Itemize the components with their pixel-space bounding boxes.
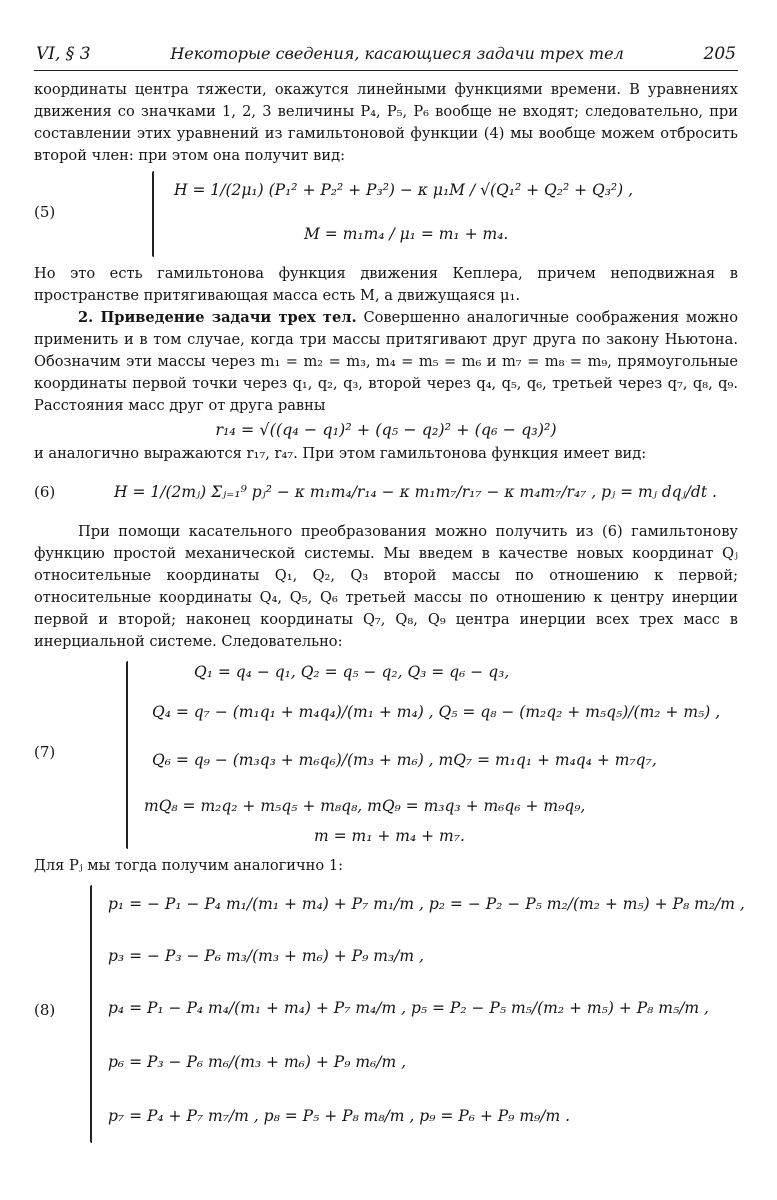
paragraph-3-text: Совершенно аналогичные соображения можно применить и в том случае, когда три массы притягивают друг друга по закону Ньютона. Обозначим эти массы через m₁ = m₂ = m₃, m₄ = m₅ = m₆ и m₇ = m₈ = m₉, прямоугольные координаты первой точки через q₁, q₂, q₃, второй через q₄, q₅, q₆, третьей через q₇, q₈, q₉. Расстояния масс друг от друга равны	[34, 309, 738, 414]
section-heading: 2. Приведение задачи трех тел.	[78, 309, 357, 326]
brace	[152, 171, 154, 257]
paragraph-2: Но это есть гамильтонова функция движения Кеплера, причем неподвижная в пространстве притягивающая масса есть M, а движущаяся μ₁.	[34, 265, 738, 304]
equation-8-line-1: p₁ = − P₁ − P₄ m₁/(m₁ + m₄) + P₇ m₁/m , p₂ = − P₂ − P₅ m₂/(m₂ + m₅) + P₈ m₂/m ,	[108, 895, 745, 913]
equation-number-5: (5)	[34, 203, 56, 221]
paragraph-6: Для Pⱼ мы тогда получим аналогично 1:	[34, 857, 344, 874]
page	[34, 44, 745, 1184]
equation-8	[34, 881, 745, 1149]
running-header	[34, 44, 738, 71]
equation-7-line-5: m = m₁ + m₄ + m₇.	[314, 827, 465, 845]
equation-5-line-2: M = m₁m₄ / μ₁ = m₁ + m₄.	[304, 225, 509, 243]
equation-distance: r₁₄ = √((q₄ − q₁)² + (q₅ − q₂)² + (q₆ − q₃)²)	[215, 420, 557, 439]
equation-number-8: (8)	[34, 1001, 56, 1019]
equation-6-line-1: H = 1/(2mⱼ) Σⱼ₌₁⁹ pⱼ² − κ m₁m₄/r₁₄ − κ m₁m₇/r₁₇ − κ m₄m₇/r₄₇ , pⱼ = mⱼ dqⱼ/dt .	[114, 483, 717, 501]
equation-6	[34, 465, 738, 521]
paragraph-3	[34, 307, 738, 417]
equation-8-line-4: p₆ = P₃ − P₆ m₆/(m₃ + m₆) + P₉ m₆/m ,	[108, 1053, 407, 1071]
equation-number-6: (6)	[34, 483, 56, 501]
paragraph-5	[34, 521, 738, 653]
equation-7-line-4: mQ₈ = m₂q₂ + m₅q₅ + m₈q₈, mQ₉ = m₃q₃ + m₆q₆ + m₉q₉,	[144, 797, 586, 815]
section-ref: VI, § 3	[36, 44, 91, 64]
equation-number-7: (7)	[34, 743, 56, 761]
equation-8-line-3: p₄ = P₁ − P₄ m₄/(m₁ + m₄) + P₇ m₄/m , p₅ = P₂ − P₅ m₅/(m₂ + m₅) + P₈ m₅/m ,	[108, 999, 709, 1017]
page-number: 205	[703, 44, 736, 64]
equation-8-line-5: p₇ = P₄ + P₇ m₇/m , p₈ = P₅ + P₈ m₈/m , p₉ = P₆ + P₉ m₉/m .	[108, 1107, 571, 1125]
equation-7	[34, 657, 738, 855]
paragraph-5-text: При помощи касательного преобразования можно получить из (6) гамильтонову функцию простой механической системы. Мы введем в качестве новых координат Qⱼ относительные координаты Q₁, Q₂, Q₃ второй массы по отношению к первой; относительные координаты Q₄, Q₅, Q₆ третьей массы по отношению к центру инерции первой и второй; наконец координаты Q₇, Q₈, Q₉ центра инерции всех трех масс в инерциальной системе. Следовательно:	[34, 523, 738, 650]
paragraph-1: координаты центра тяжести, окажутся линейными функциями времени. В уравнениях движения со значками 1, 2, 3 величины P₄, P₅, P₆ вообще не входят; следовательно, при составлении этих уравнений из гамильтоновой функции (4) мы вообще можем отбросить второй член: при этом она получит вид:	[34, 81, 738, 164]
equation-8-line-2: p₃ = − P₃ − P₆ m₃/(m₃ + m₆) + P₉ m₃/m ,	[108, 947, 424, 965]
brace	[126, 661, 128, 849]
equation-5	[34, 167, 738, 263]
equation-7-line-2: Q₄ = q₇ − (m₁q₁ + m₄q₄)/(m₁ + m₄) , Q₅ = q₈ − (m₂q₂ + m₅q₅)/(m₂ + m₅) ,	[152, 703, 721, 721]
brace	[90, 885, 92, 1143]
equation-7-line-1: Q₁ = q₄ − q₁, Q₂ = q₅ − q₂, Q₃ = q₆ − q₃,	[194, 663, 510, 681]
equation-7-line-3: Q₆ = q₉ − (m₃q₃ + m₆q₆)/(m₃ + m₆) , mQ₇ = m₁q₁ + m₄q₄ + m₇q₇,	[152, 751, 657, 769]
equation-5-line-1: H = 1/(2μ₁) (P₁² + P₂² + P₃²) − κ μ₁M / √(Q₁² + Q₂² + Q₃²) ,	[174, 181, 634, 199]
running-title: Некоторые сведения, касающиеся задачи трех тел	[170, 44, 624, 63]
paragraph-4: и аналогично выражаются r₁₇, r₄₇. При этом гамильтонова функция имеет вид:	[34, 445, 647, 462]
